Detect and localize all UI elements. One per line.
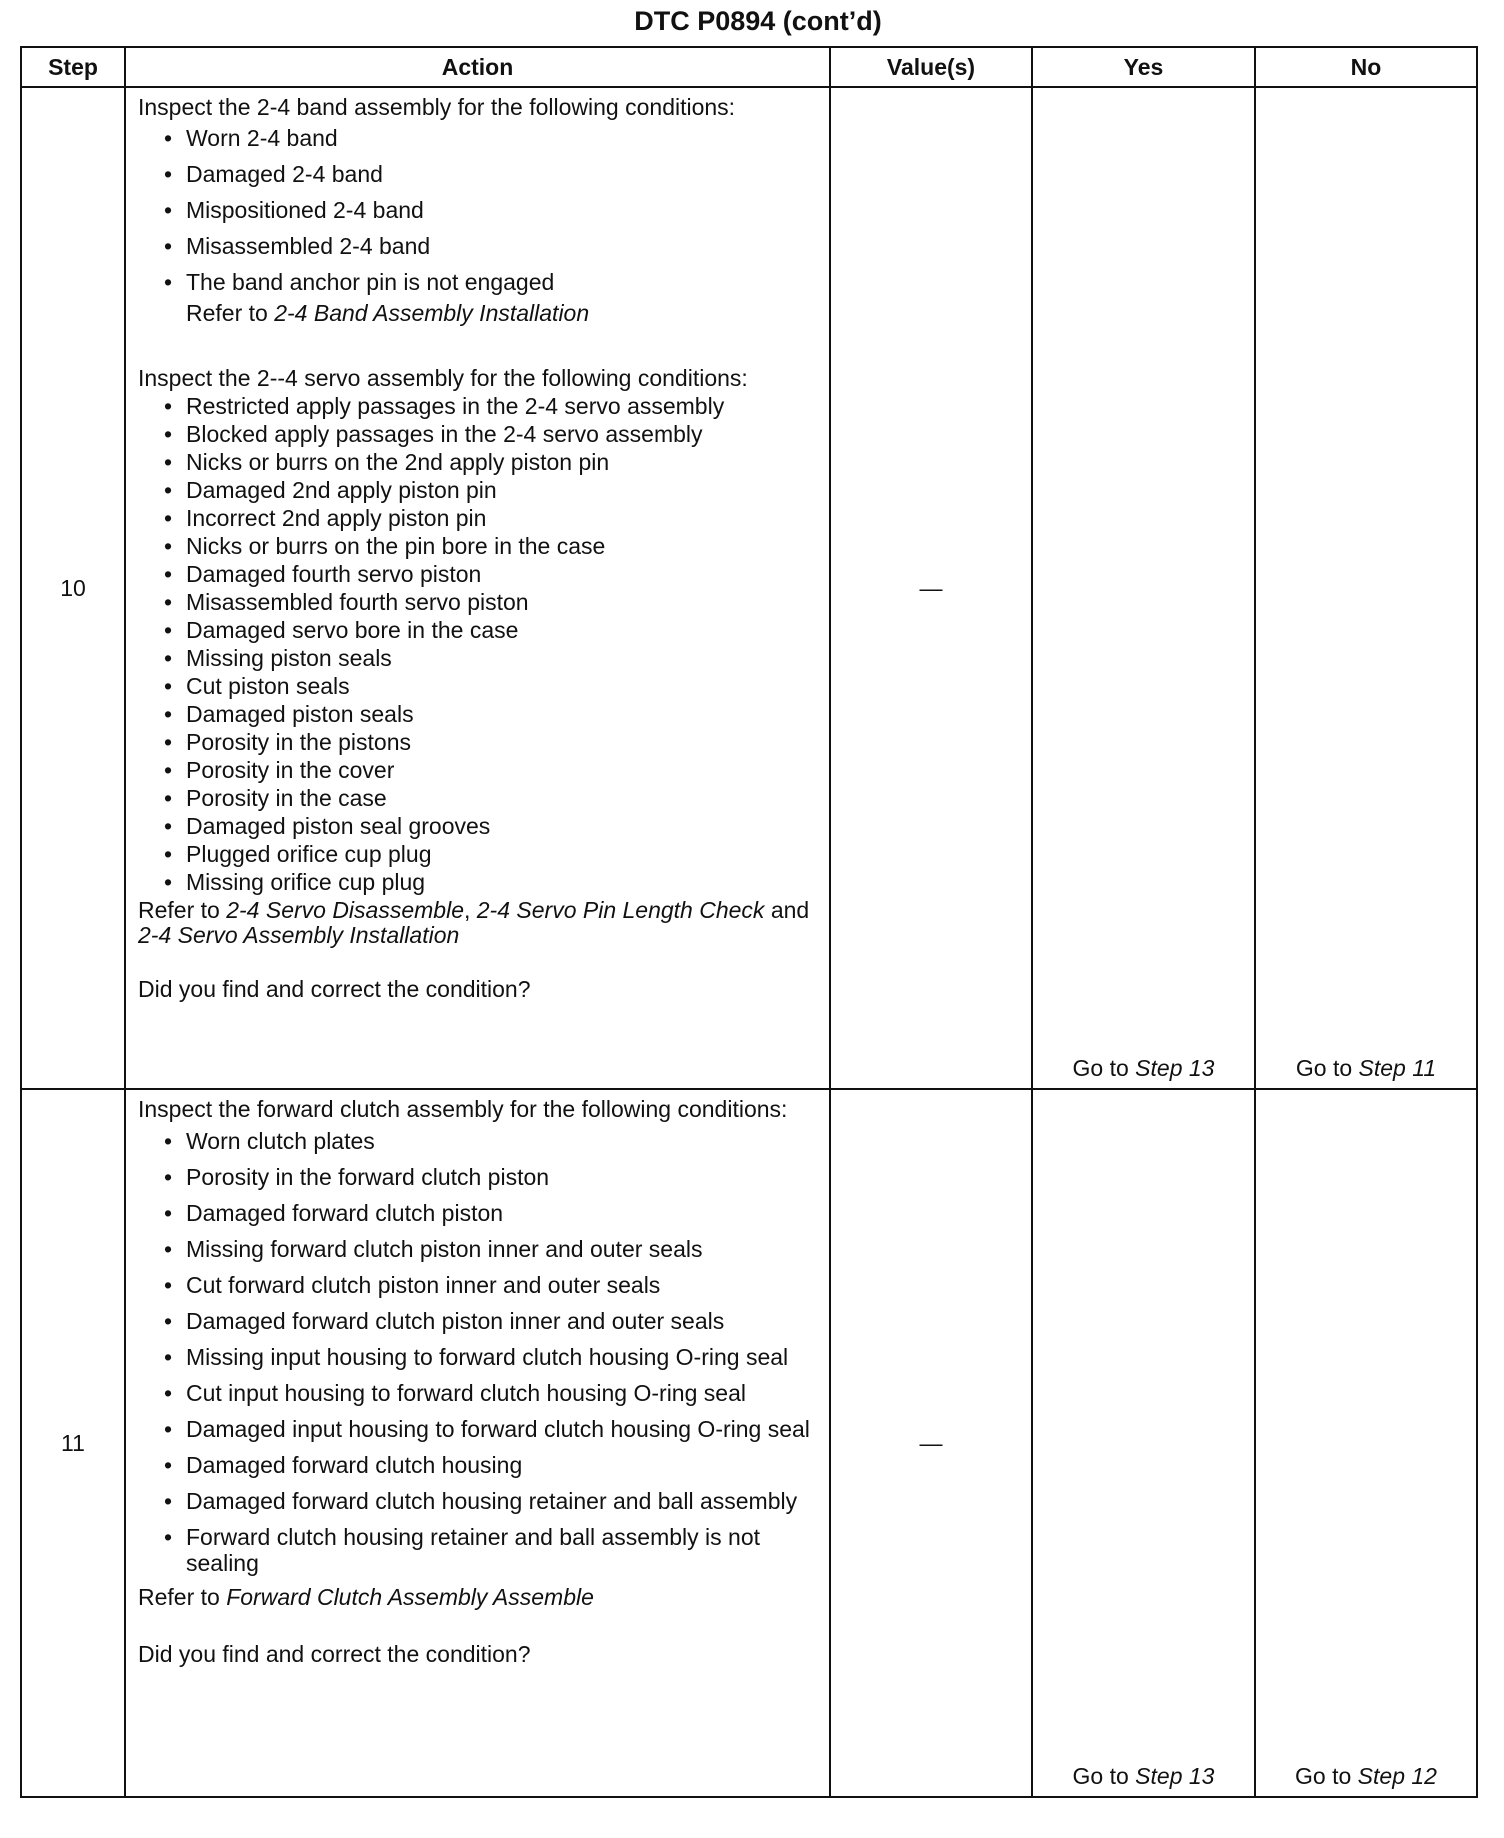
list-item: • Damaged forward clutch piston (162, 1200, 821, 1226)
refer-prefix: Refer to (138, 897, 227, 923)
table-row-step-10 (21, 87, 1477, 1089)
table-header-row (21, 47, 1477, 87)
action-question: Did you find and correct the condition? (138, 1641, 531, 1667)
table-row-step-11 (21, 1089, 1477, 1797)
page-title: DTC P0894 (cont’d) (634, 6, 882, 36)
list-item: • Damaged forward clutch piston inner and outer seals (162, 1308, 821, 1334)
no-cell (1255, 87, 1477, 1089)
action-intro: Inspect the 2--4 servo assembly for the following conditions: (138, 365, 748, 391)
diagnostic-table (20, 46, 1478, 1798)
refer-link: 2-4 Servo Pin Length Check (476, 897, 765, 923)
no-cell (1255, 1089, 1477, 1797)
list-item: • Mispositioned 2-4 band (162, 197, 821, 224)
list-item: • Forward clutch housing retainer and ball assembly is not sealing (162, 1524, 821, 1576)
list-item: • Worn 2-4 band (162, 125, 821, 152)
value-cell: — (830, 87, 1032, 1089)
list-item: • Porosity in the forward clutch piston (162, 1164, 821, 1190)
list-item: • Damaged forward clutch housing (162, 1452, 821, 1478)
refer-separator: , (463, 897, 477, 923)
value-cell: — (830, 1089, 1032, 1797)
list-item: • Missing input housing to forward clutch housing O-ring seal (162, 1344, 821, 1370)
list-item: • Damaged 2nd apply piston pin (162, 477, 821, 504)
list-item: • Plugged orifice cup plug (162, 841, 821, 868)
header-action: Action (125, 47, 830, 87)
action-cell (125, 1089, 830, 1797)
refer-link: 2-4 Band Assembly Installation (274, 300, 590, 326)
list-item: • Damaged forward clutch housing retainer and ball assembly (162, 1488, 821, 1514)
action-question: Did you find and correct the condition? (138, 976, 531, 1002)
list-item: • Missing orifice cup plug (162, 869, 821, 896)
list-item: • Porosity in the cover (162, 757, 821, 784)
yes-cell (1032, 1089, 1255, 1797)
list-item: • Damaged servo bore in the case (162, 617, 821, 644)
list-item: • Blocked apply passages in the 2-4 servo assembly (162, 421, 821, 448)
header-values: Value(s) (830, 47, 1032, 87)
refer-conjunction: and (764, 897, 810, 923)
list-item: • Nicks or burrs on the 2nd apply piston pin (162, 449, 821, 476)
goto-prefix: Go to (1072, 1763, 1136, 1789)
list-item: • Missing forward clutch piston inner and outer seals (162, 1236, 821, 1262)
goto-step-link: Step 12 (1357, 1763, 1437, 1789)
condition-list-clutch (138, 1128, 821, 1576)
refer-link: 2-4 Servo Assembly Installation (138, 922, 460, 948)
step-number: 10 (21, 87, 125, 1089)
list-item: • Cut piston seals (162, 673, 821, 700)
refer-line (138, 898, 821, 948)
action-intro: Inspect the forward clutch assembly for the following conditions: (138, 1096, 788, 1122)
list-item: • Damaged input housing to forward clutch housing O-ring seal (162, 1416, 821, 1442)
list-item: • Cut forward clutch piston inner and outer seals (162, 1272, 821, 1298)
goto-step-link: Step 13 (1135, 1055, 1215, 1081)
list-item: • Incorrect 2nd apply piston pin (162, 505, 821, 532)
action-intro: Inspect the 2-4 band assembly for the following conditions: (138, 94, 736, 120)
list-item: • Cut input housing to forward clutch housing O-ring seal (162, 1380, 821, 1406)
step-number: 11 (21, 1089, 125, 1797)
condition-list-servo (138, 393, 821, 896)
header-yes: Yes (1032, 47, 1255, 87)
list-item: • Nicks or burrs on the pin bore in the case (162, 533, 821, 560)
list-item: • Worn clutch plates (162, 1128, 821, 1154)
condition-list-band (138, 125, 821, 296)
header-no: No (1255, 47, 1477, 87)
refer-link: 2-4 Servo Disassemble (226, 897, 464, 923)
goto-step-link: Step 13 (1135, 1763, 1215, 1789)
goto-prefix: Go to (1072, 1055, 1136, 1081)
goto-prefix: Go to (1295, 1055, 1359, 1081)
list-item: • Misassembled fourth servo piston (162, 589, 821, 616)
list-item: • The band anchor pin is not engaged (162, 269, 821, 296)
list-item: • Damaged fourth servo piston (162, 561, 821, 588)
list-item: • Restricted apply passages in the 2-4 servo assembly (162, 393, 821, 420)
list-item: • Misassembled 2-4 band (162, 233, 821, 260)
yes-cell (1032, 87, 1255, 1089)
refer-link: Forward Clutch Assembly Assemble (226, 1584, 594, 1610)
goto-step-link: Step 11 (1358, 1055, 1437, 1081)
list-item: • Porosity in the pistons (162, 729, 821, 756)
refer-line (138, 300, 821, 327)
refer-prefix: Refer to (186, 300, 275, 326)
list-item: • Damaged piston seal grooves (162, 813, 821, 840)
list-item: • Damaged 2-4 band (162, 161, 821, 188)
refer-line (138, 1584, 821, 1611)
header-step: Step (21, 47, 125, 87)
list-item: • Porosity in the case (162, 785, 821, 812)
list-item: • Damaged piston seals (162, 701, 821, 728)
goto-prefix: Go to (1295, 1763, 1358, 1789)
action-cell (125, 87, 830, 1089)
list-item: • Missing piston seals (162, 645, 821, 672)
refer-prefix: Refer to (138, 1584, 227, 1610)
